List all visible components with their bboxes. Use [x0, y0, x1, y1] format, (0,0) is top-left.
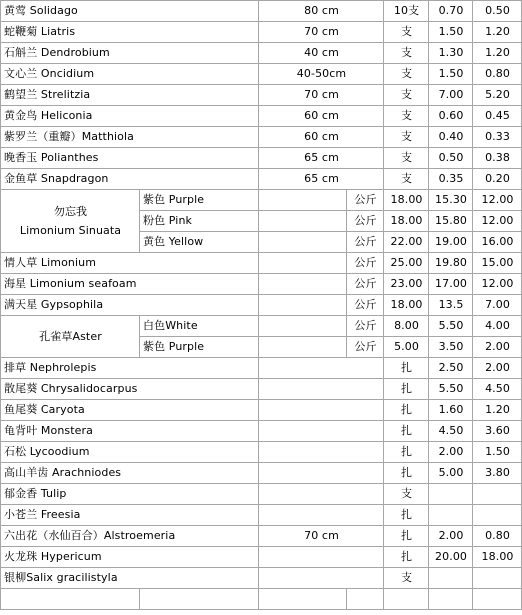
price-cell-1: 18.00	[384, 211, 429, 232]
table-row	[1, 295, 522, 316]
size-cell: 70 cm	[259, 526, 384, 547]
table-row	[1, 484, 522, 505]
group-name-cell: 孔雀草Aster	[1, 316, 140, 358]
table-row	[1, 547, 522, 568]
price-cell-2: 1.20	[473, 22, 522, 43]
price-cell-1: 8.00	[384, 316, 429, 337]
table-row	[1, 505, 522, 526]
price-cell-2: 4.50	[473, 379, 522, 400]
size-cell: 40-50cm	[259, 64, 384, 85]
price-cell-1: 1.50	[429, 22, 473, 43]
price-cell-2: 0.38	[473, 148, 522, 169]
table-body	[1, 1, 522, 610]
unit-cell: 公斤	[347, 295, 384, 316]
price-cell-1: 23.00	[384, 274, 429, 295]
empty-cell	[347, 589, 384, 610]
unit-cell: 扎	[384, 505, 429, 526]
table-row	[1, 358, 522, 379]
color-variant-cell: 黄色 Yellow	[140, 232, 259, 253]
unit-cell: 扎	[384, 526, 429, 547]
price-cell-3: 12.00	[473, 211, 522, 232]
price-cell-1: 1.30	[429, 43, 473, 64]
size-cell: 70 cm	[259, 85, 384, 106]
price-cell-1: 0.50	[429, 148, 473, 169]
unit-cell: 支	[384, 85, 429, 106]
flower-name-cell: 石松 Lycoodium	[1, 442, 259, 463]
table-row	[1, 22, 522, 43]
price-cell-2: 5.20	[473, 85, 522, 106]
table-row	[1, 442, 522, 463]
price-cell-2: 1.50	[473, 442, 522, 463]
unit-cell: 支	[384, 64, 429, 85]
unit-cell: 支	[384, 568, 429, 589]
flower-name-cell: 紫罗兰（重瓣）Matthiola	[1, 127, 259, 148]
price-cell-2	[473, 505, 522, 526]
price-cell-2: 0.45	[473, 106, 522, 127]
empty-cell	[473, 589, 522, 610]
empty-cell	[384, 589, 429, 610]
size-cell	[259, 421, 384, 442]
price-cell-1: 18.00	[384, 295, 429, 316]
price-cell-2: 3.60	[473, 421, 522, 442]
size-cell	[259, 253, 347, 274]
unit-cell: 扎	[384, 400, 429, 421]
price-cell-1: 0.40	[429, 127, 473, 148]
size-cell	[259, 211, 347, 232]
price-cell-3: 4.00	[473, 316, 522, 337]
unit-cell: 公斤	[347, 211, 384, 232]
size-cell: 80 cm	[259, 1, 384, 22]
price-cell-2: 3.50	[429, 337, 473, 358]
table-row	[1, 85, 522, 106]
size-cell	[259, 190, 347, 211]
unit-cell: 公斤	[347, 190, 384, 211]
price-cell-2: 5.50	[429, 316, 473, 337]
unit-cell: 支	[384, 22, 429, 43]
color-variant-cell: 白色White	[140, 316, 259, 337]
size-cell: 60 cm	[259, 106, 384, 127]
unit-cell: 扎	[384, 379, 429, 400]
price-cell-2: 0.20	[473, 169, 522, 190]
flower-name-cell: 火龙珠 Hypericum	[1, 547, 259, 568]
empty-cell	[259, 589, 347, 610]
flower-name-cell: 郁金香 Tulip	[1, 484, 259, 505]
size-cell	[259, 568, 384, 589]
price-cell-2: 19.00	[429, 232, 473, 253]
price-cell-1: 25.00	[384, 253, 429, 274]
flower-name-cell: 六出花（水仙百合）Alstroemeria	[1, 526, 259, 547]
unit-cell: 扎	[384, 442, 429, 463]
price-cell-2: 0.33	[473, 127, 522, 148]
unit-cell: 扎	[384, 421, 429, 442]
size-cell	[259, 547, 384, 568]
price-cell-3: 12.00	[473, 274, 522, 295]
size-cell	[259, 274, 347, 295]
price-cell-2: 17.00	[429, 274, 473, 295]
price-cell-2	[473, 484, 522, 505]
size-cell	[259, 484, 384, 505]
table-row	[1, 106, 522, 127]
price-cell-2: 3.80	[473, 463, 522, 484]
unit-cell: 支	[384, 106, 429, 127]
flower-name-cell: 情人草 Limonium	[1, 253, 259, 274]
table-row	[1, 190, 522, 211]
flower-name-cell: 散尾葵 Chrysalidocarpus	[1, 379, 259, 400]
price-cell-1	[429, 484, 473, 505]
size-cell	[259, 316, 347, 337]
price-cell-1: 2.50	[429, 358, 473, 379]
color-variant-cell: 紫色 Purple	[140, 190, 259, 211]
price-cell-2: 0.80	[473, 64, 522, 85]
unit-cell: 扎	[384, 358, 429, 379]
table-row	[1, 379, 522, 400]
group-name-en: Limonium Sinuata	[19, 224, 122, 237]
price-cell-2: 1.20	[473, 400, 522, 421]
price-cell-1: 4.50	[429, 421, 473, 442]
price-cell-2: 13.5	[429, 295, 473, 316]
price-cell-2	[473, 568, 522, 589]
price-cell-3: 2.00	[473, 337, 522, 358]
flower-name-cell: 鱼尾葵 Caryota	[1, 400, 259, 421]
empty-cell	[1, 589, 140, 610]
group-name-cell	[1, 190, 140, 253]
color-variant-cell: 粉色 Pink	[140, 211, 259, 232]
flower-name-cell: 小苍兰 Freesia	[1, 505, 259, 526]
price-cell-2: 18.00	[473, 547, 522, 568]
table-row	[1, 127, 522, 148]
size-cell: 70 cm	[259, 22, 384, 43]
price-cell-1: 0.70	[429, 1, 473, 22]
size-cell	[259, 400, 384, 421]
size-cell	[259, 442, 384, 463]
price-cell-2: 1.20	[473, 43, 522, 64]
color-variant-cell: 紫色 Purple	[140, 337, 259, 358]
price-cell-1: 5.00	[384, 337, 429, 358]
price-cell-2: 15.80	[429, 211, 473, 232]
unit-cell: 支	[384, 148, 429, 169]
size-cell	[259, 295, 347, 316]
price-cell-1	[429, 505, 473, 526]
size-cell	[259, 379, 384, 400]
price-cell-1: 0.60	[429, 106, 473, 127]
unit-cell: 支	[384, 169, 429, 190]
table-row	[1, 526, 522, 547]
flower-name-cell: 高山羊齿 Arachniodes	[1, 463, 259, 484]
size-cell	[259, 232, 347, 253]
price-cell-1: 20.00	[429, 547, 473, 568]
flower-name-cell: 鹤望兰 Strelitzia	[1, 85, 259, 106]
table-row	[1, 568, 522, 589]
flower-name-cell: 文心兰 Oncidium	[1, 64, 259, 85]
table-row	[1, 589, 522, 610]
unit-cell: 扎	[384, 463, 429, 484]
unit-cell: 公斤	[347, 274, 384, 295]
empty-cell	[140, 589, 259, 610]
unit-cell: 公斤	[347, 337, 384, 358]
flower-name-cell: 金鱼草 Snapdragon	[1, 169, 259, 190]
flower-name-cell: 满天星 Gypsophila	[1, 295, 259, 316]
flower-name-cell: 晚香玉 Polianthes	[1, 148, 259, 169]
price-cell-2: 19.80	[429, 253, 473, 274]
flower-name-cell: 海星 Limonium seafoam	[1, 274, 259, 295]
flower-name-cell: 石斛兰 Dendrobium	[1, 43, 259, 64]
price-cell-2: 2.00	[473, 358, 522, 379]
flower-name-cell: 银柳Salix gracilistyla	[1, 568, 259, 589]
flower-name-cell: 排草 Nephrolepis	[1, 358, 259, 379]
size-cell	[259, 505, 384, 526]
unit-cell: 扎	[384, 547, 429, 568]
price-cell-1: 2.00	[429, 526, 473, 547]
price-cell-1	[429, 568, 473, 589]
size-cell	[259, 337, 347, 358]
unit-cell: 公斤	[347, 253, 384, 274]
price-cell-1: 5.00	[429, 463, 473, 484]
flower-name-cell: 黄莺 Solidago	[1, 1, 259, 22]
table-row	[1, 169, 522, 190]
flower-name-cell: 龟背叶 Monstera	[1, 421, 259, 442]
price-cell-1: 1.50	[429, 64, 473, 85]
size-cell: 65 cm	[259, 148, 384, 169]
table-row	[1, 148, 522, 169]
table-row	[1, 64, 522, 85]
table-row	[1, 43, 522, 64]
size-cell: 65 cm	[259, 169, 384, 190]
flower-name-cell: 黄金鸟 Heliconia	[1, 106, 259, 127]
table-row	[1, 463, 522, 484]
size-cell: 60 cm	[259, 127, 384, 148]
price-cell-1: 1.60	[429, 400, 473, 421]
empty-cell	[429, 589, 473, 610]
table-row	[1, 316, 522, 337]
flower-name-cell: 蛇鞭菊 Liatris	[1, 22, 259, 43]
table-row	[1, 274, 522, 295]
size-cell: 40 cm	[259, 43, 384, 64]
unit-cell: 支	[384, 127, 429, 148]
price-cell-1: 2.00	[429, 442, 473, 463]
table-row	[1, 421, 522, 442]
price-cell-1: 7.00	[429, 85, 473, 106]
table-row	[1, 1, 522, 22]
table-row	[1, 253, 522, 274]
unit-cell: 公斤	[347, 232, 384, 253]
price-cell-3: 12.00	[473, 190, 522, 211]
price-cell-2: 15.30	[429, 190, 473, 211]
price-cell-1: 5.50	[429, 379, 473, 400]
unit-cell: 支	[384, 484, 429, 505]
price-cell-1: 22.00	[384, 232, 429, 253]
price-cell-1: 18.00	[384, 190, 429, 211]
size-cell	[259, 463, 384, 484]
unit-cell: 10支	[384, 1, 429, 22]
price-cell-2: 0.50	[473, 1, 522, 22]
price-cell-2: 0.80	[473, 526, 522, 547]
price-cell-3: 7.00	[473, 295, 522, 316]
unit-cell: 支	[384, 43, 429, 64]
table-row	[1, 400, 522, 421]
price-cell-3: 16.00	[473, 232, 522, 253]
group-name-cn: 勿忘我	[53, 205, 88, 218]
price-cell-1: 0.35	[429, 169, 473, 190]
size-cell	[259, 358, 384, 379]
price-cell-3: 15.00	[473, 253, 522, 274]
unit-cell: 公斤	[347, 316, 384, 337]
